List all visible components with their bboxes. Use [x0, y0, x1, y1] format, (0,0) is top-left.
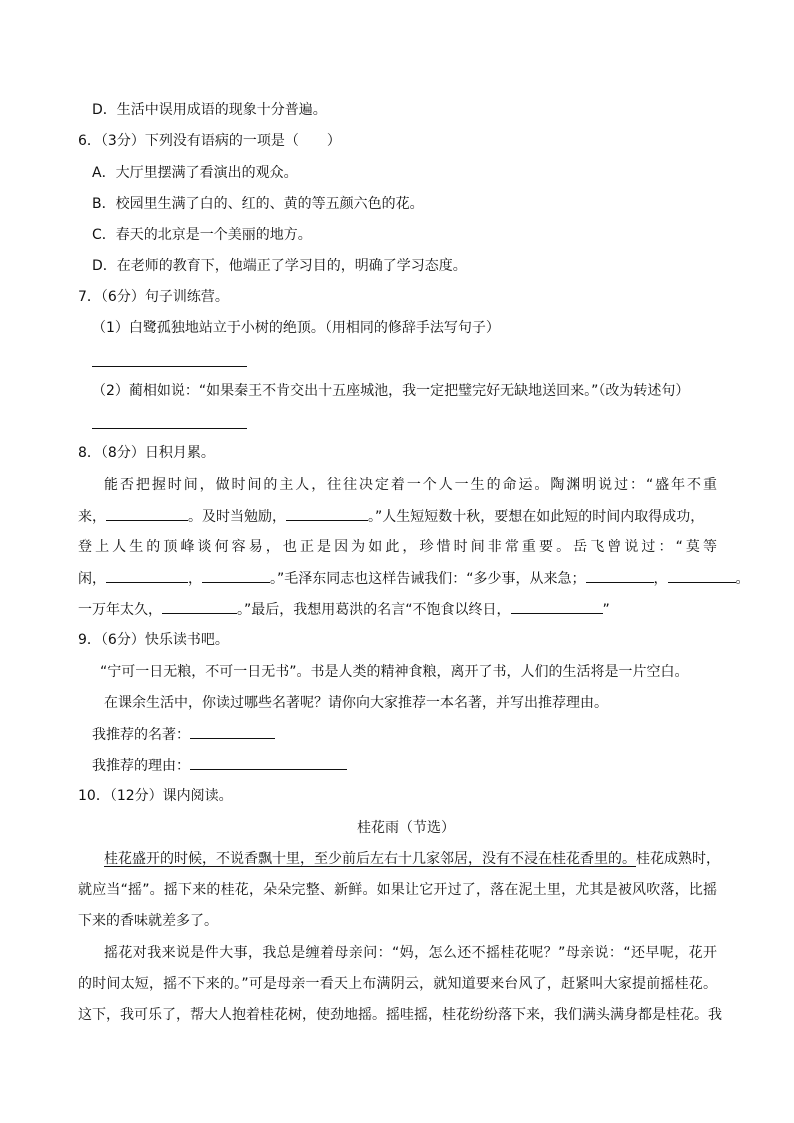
- passage-title: 桂花雨（节选）: [357, 820, 455, 836]
- q8-text: 来，: [78, 509, 106, 525]
- passage-line-5: 的时间太短，摇不下来的。”可是母亲一看天上布满阴云，就知道要来台风了，赶紧叫大家提前摇桂花。: [78, 976, 717, 992]
- q8-text: ”: [602, 602, 610, 618]
- q8-paragraph-line-4: [78, 568, 750, 589]
- q6-option-d: D．在老师的教育下，他端正了学习目的，明确了学习态度。: [92, 258, 467, 274]
- q9-prompt: 在课余生活中，你读过哪些名著呢？请你向大家推荐一本名著，并写出推荐理由。: [104, 695, 608, 711]
- q8-blank-1[interactable]: [106, 506, 188, 521]
- q8-blank-7[interactable]: [162, 599, 237, 614]
- q8-text: 。及时当勉励，: [188, 509, 286, 525]
- passage-line-1: [104, 849, 720, 869]
- passage-line-3: 下来的香味就差多了。: [78, 913, 218, 929]
- q9-reason-field: [92, 755, 347, 776]
- q8-blank-5[interactable]: [586, 568, 654, 583]
- q8-paragraph-line-5: [78, 599, 610, 620]
- question-9-heading: 9．（6分）快乐读书吧。: [78, 632, 229, 648]
- q7-answer-line-1[interactable]: [92, 366, 247, 367]
- q8-text: 。: [735, 571, 750, 587]
- q9-book-label: 我推荐的名著：: [92, 727, 190, 743]
- passage-line-4: 摇花对我来说是件大事，我总是缠着母亲问：“妈，怎么还不摇桂花呢？”母亲说：“还早呢，花开: [104, 945, 717, 961]
- q8-paragraph-line-2: [78, 506, 704, 527]
- q9-quote: “宁可一日无粮，不可一日无书”。书是人类的精神食粮，离开了书，人们的生活将是一片空白。: [100, 664, 689, 680]
- q9-book-blank[interactable]: [190, 724, 275, 739]
- q8-blank-2[interactable]: [286, 506, 368, 521]
- q5-option-d: D．生活中误用成语的现象十分普遍。: [92, 102, 327, 118]
- q7-answer-line-2[interactable]: [92, 428, 247, 429]
- q8-text: 。”人生短短数十秋，要想在如此短的时间内取得成功，: [368, 509, 705, 525]
- underlined-sentence: 桂花盛开的时候，不说香飘十里，至少前后左右十几家邻居，没有不浸在桂花香里的。: [104, 851, 636, 867]
- q8-paragraph-line-3: 登上人生的顶峰谈何容易，也正是因为如此，珍惜时间非常重要。岳飞曾说过：“莫等: [78, 539, 717, 555]
- question-6-heading: 6．（3分）下列没有语病的一项是（ ）: [78, 133, 341, 149]
- q8-blank-6[interactable]: [668, 568, 736, 583]
- q6-option-c: C．春天的北京是一个美丽的地方。: [92, 227, 312, 243]
- question-8-heading: 8．（8分）日积月累。: [78, 445, 215, 461]
- q9-reason-label: 我推荐的理由：: [92, 758, 190, 774]
- passage-line-6: 这下，我可乐了，帮大人抱着桂花树，使劲地摇。摇哇摇，桂花纷纷落下来，我们满头满身都是桂花。我: [78, 1007, 722, 1023]
- q8-blank-8[interactable]: [511, 599, 603, 614]
- q8-text: 。”最后，我想用葛洪的名言“不饱食以终日，: [237, 602, 511, 618]
- question-10-heading: 10．（12分）课内阅读。: [78, 788, 233, 804]
- q7-part-1: （1）白鹭孤独地站立于小树的绝顶。（用相同的修辞手法写句子）: [92, 320, 500, 336]
- q7-part-2: （2）蔺相如说：“如果秦王不肯交出十五座城池，我一定把璧完好无缺地送回来。”（改为转述句）: [92, 383, 690, 399]
- q6-option-b: B．校园里生满了白的、红的、黄的等五颜六色的花。: [92, 196, 424, 212]
- q8-text: 一万年太久，: [78, 602, 162, 618]
- q8-paragraph-line-1: 能否把握时间，做时间的主人，往往决定着一个人一生的命运。陶渊明说过：“盛年不重: [104, 477, 717, 493]
- q6-option-a: A．大厅里摆满了看演出的观众。: [92, 165, 298, 181]
- q8-text: ，: [653, 571, 668, 587]
- q8-blank-4[interactable]: [202, 568, 270, 583]
- q9-reason-blank[interactable]: [190, 755, 347, 770]
- q8-text: 闲，: [78, 571, 106, 587]
- passage-text: 桂花成熟时，: [636, 851, 720, 867]
- passage-line-2: 就应当“摇”。摇下来的桂花，朵朵完整、新鲜。如果让它开过了，落在泥土里，尤其是被风吹落，比摇: [78, 882, 717, 898]
- q8-text: ，: [188, 571, 202, 587]
- q8-text: 。”毛泽东同志也这样告诫我们：“多少事，从来急；: [270, 571, 586, 587]
- question-7-heading: 7．（6分）句子训练营。: [78, 289, 229, 305]
- q8-blank-3[interactable]: [106, 568, 188, 583]
- q9-book-field: [92, 724, 275, 745]
